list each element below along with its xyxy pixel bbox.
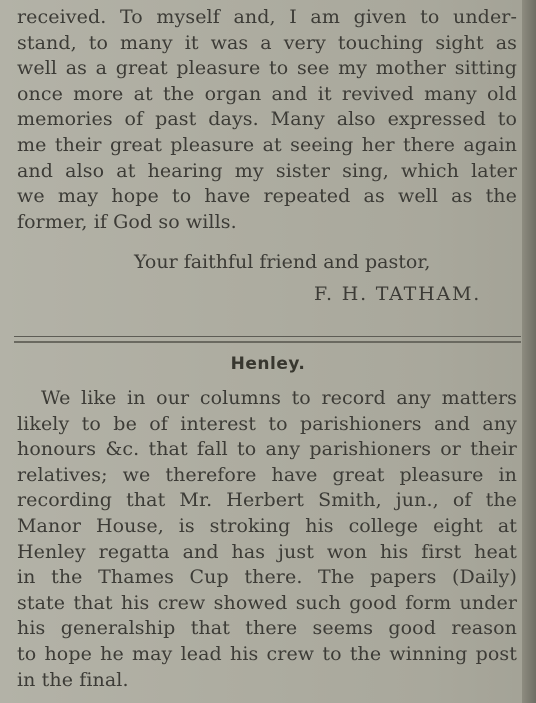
letter-line: received. To myself and, I am given to under- [17,6,517,28]
letter-line: we may hope to have repeated as well as the [17,185,517,208]
article-line: relatives; we therefore have great pleasure in [17,463,517,486]
letter-line: me their great pleasure at seeing her there again [17,133,517,156]
article-line: Henley regatta and has just won his first heat [17,540,517,563]
article-line: recording that Mr. Herbert Smith, jun., of the [17,489,517,512]
letter-line: former, if God so wills. [17,210,237,233]
article-line: his generalship that there seems good reason [17,617,517,640]
letter-paragraph [17,5,517,235]
page-edge-shadow [522,0,536,703]
article-line: in the Thames Cup there. The papers (Daily) [17,566,517,589]
article-paragraph [17,386,517,693]
article-line: in the final. [17,668,129,691]
section-divider [14,341,521,343]
article-line: likely to be of interest to parishioners and any [17,412,517,435]
letter-line: memories of past days. Many also expressed to [17,108,517,131]
article-line: We like in our columns to record any matters [41,387,517,409]
section-divider [14,336,521,337]
letter-line: stand, to many it was a very touching sight as [17,31,517,54]
letter-line: well as a great pleasure to see my mother sitting [17,57,517,80]
article-line: Manor House, is stroking his college eight at [17,514,517,537]
letter-line: once more at the organ and it revived many old [17,82,517,105]
letter-closing: Your faithful friend and pastor, [134,251,431,273]
article-line: to hope he may lead his crew to the winning post [17,642,517,665]
letter-line: and also at hearing my sister sing, which later [17,159,517,182]
article-line: state that his crew showed such good form under [17,591,517,614]
article-line: honours &c. that fall to any parishioners or their [17,438,517,461]
article-heading: Henley. [230,354,306,374]
letter-signature: F. H. TATHAM. [314,283,482,305]
